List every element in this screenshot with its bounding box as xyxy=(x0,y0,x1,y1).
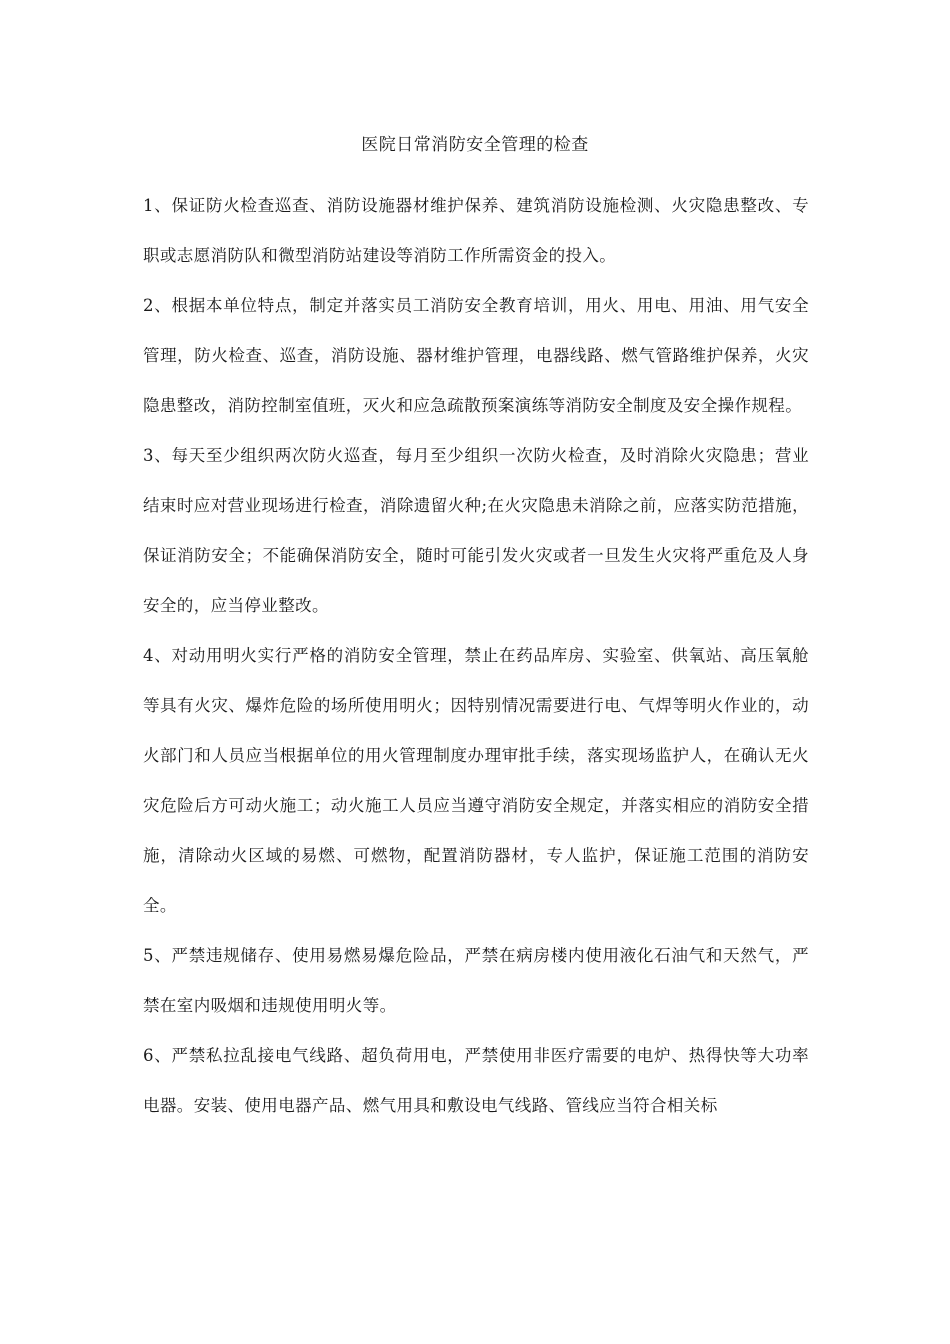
paragraph-3: 3、每天至少组织两次防火巡查，每月至少组织一次防火检查，及时消除火灾隐患；营业结束时应对营业现场进行检查，消除遗留火种;在火灾隐患未消除之前，应落实防范措施，保证消防安全；不能确保消防安全，随时可能引发火灾或者一旦发生火灾将严重危及人身安全的，应当停业整改。 xyxy=(143,446,809,615)
paragraph-4: 4、对动用明火实行严格的消防安全管理，禁止在药品库房、实验室、供氧站、高压氧舱等具有火灾、爆炸危险的场所使用明火；因特别情况需要进行电、气焊等明火作业的，动火部门和人员应当根据单位的用火管理制度办理审批手续，落实现场监护人，在确认无火灾危险后方可动火施工；动火施工人员应当遵守消防安全规定，并落实相应的消防安全措施，清除动火区域的易燃、可燃物，配置消防器材，专人监护，保证施工范围的消防安全。 xyxy=(143,646,809,915)
paragraph-2: 2、根据本单位特点，制定并落实员工消防安全教育培训，用火、用电、用油、用气安全管理，防火检查、巡查，消防设施、器材维护管理，电器线路、燃气管路维护保养，火灾隐患整改，消防控制室值班，灭火和应急疏散预案演练等消防安全制度及安全操作规程。 xyxy=(143,296,809,415)
document-title: 医院日常消防安全管理的检查 xyxy=(361,135,589,155)
paragraph-1: 1、保证防火检查巡查、消防设施器材维护保养、建筑消防设施检测、火灾隐患整改、专职或志愿消防队和微型消防站建设等消防工作所需资金的投入。 xyxy=(143,196,809,265)
document-body xyxy=(143,181,809,1131)
paragraph-5: 5、严禁违规储存、使用易燃易爆危险品，严禁在病房楼内使用液化石油气和天然气，严禁在室内吸烟和违规使用明火等。 xyxy=(143,946,809,1015)
paragraph-6: 6、严禁私拉乱接电气线路、超负荷用电，严禁使用非医疗需要的电炉、热得快等大功率电器。安装、使用电器产品、燃气用具和敷设电气线路、管线应当符合相关标 xyxy=(143,1046,809,1115)
